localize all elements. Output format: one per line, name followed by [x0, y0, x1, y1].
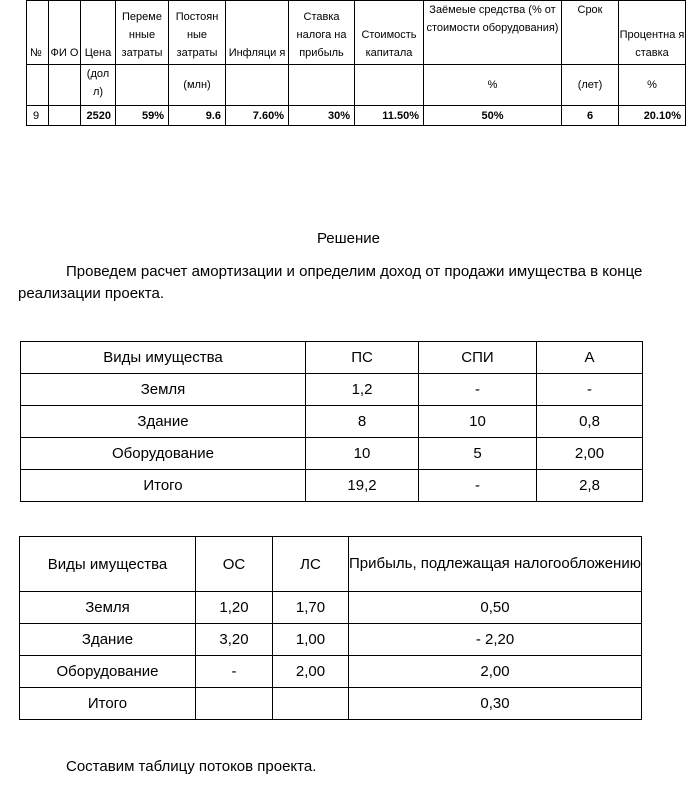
table-cell: 1,00	[273, 624, 349, 656]
table-cell: -	[537, 374, 643, 406]
intro-paragraph	[18, 261, 658, 305]
header-term: Срок	[562, 1, 619, 65]
unit-cell	[116, 65, 169, 106]
unit-cell	[226, 65, 289, 106]
value-capital-cost: 11.50%	[355, 106, 424, 126]
header-tax-rate: Ставка налога на прибыль	[289, 1, 355, 65]
table-cell: - 2,20	[349, 624, 642, 656]
table-row	[20, 656, 642, 688]
value-number: 9	[27, 106, 49, 126]
table-cell: 10	[419, 406, 537, 438]
header-number: №	[27, 1, 49, 65]
value-interest-rate: 20.10%	[619, 106, 686, 126]
header-capital-cost: Стоимость капитала	[355, 1, 424, 65]
table-cell: -	[419, 470, 537, 502]
table-row	[21, 438, 643, 470]
unit-price: (дол л)	[81, 65, 116, 106]
unit-fixed-costs: (млн)	[169, 65, 226, 106]
table-cell: 1,70	[273, 592, 349, 624]
header-name: ФИ О	[49, 1, 81, 65]
header-property-type: Виды имущества	[20, 537, 196, 592]
unit-cell	[355, 65, 424, 106]
table-cell: 10	[306, 438, 419, 470]
values-row	[27, 106, 686, 126]
table-cell: Земля	[21, 374, 306, 406]
table-cell: -	[419, 374, 537, 406]
unit-cell	[49, 65, 81, 106]
header-borrowed-funds: Заёмеые средства (% от стоимости оборудования)	[424, 1, 562, 65]
table-cell: 2,00	[349, 656, 642, 688]
table-row	[20, 592, 642, 624]
unit-term: (лет)	[562, 65, 619, 106]
header-ls: ЛС	[273, 537, 349, 592]
table-row	[21, 374, 643, 406]
value-inflation: 7.60%	[226, 106, 289, 126]
value-borrowed-funds: 50%	[424, 106, 562, 126]
table-cell: Итого	[20, 688, 196, 720]
table-cell: 3,20	[196, 624, 273, 656]
value-fixed-costs: 9.6	[169, 106, 226, 126]
depreciation-table	[20, 341, 643, 502]
table-cell: 5	[419, 438, 537, 470]
value-tax-rate: 30%	[289, 106, 355, 126]
header-variable-costs: Переме нные затраты	[116, 1, 169, 65]
header-a: А	[537, 342, 643, 374]
header-property-type: Виды имущества	[21, 342, 306, 374]
header-fixed-costs: Постоян ные затраты	[169, 1, 226, 65]
units-row	[27, 65, 686, 106]
table-cell: Оборудование	[21, 438, 306, 470]
header-ps: ПС	[306, 342, 419, 374]
table-cell: 0,30	[349, 688, 642, 720]
header-row	[27, 1, 686, 65]
table-cell: 0,8	[537, 406, 643, 438]
header-spi: СПИ	[419, 342, 537, 374]
table-cell: 2,8	[537, 470, 643, 502]
table-header-row	[20, 537, 642, 592]
table-cell: Оборудование	[20, 656, 196, 688]
value-price: 2520	[81, 106, 116, 126]
closing-text: Составим таблицу потоков проекта.	[66, 758, 317, 775]
table-cell: Земля	[20, 592, 196, 624]
header-taxable-profit: Прибыль, подлежащая налогообложению	[349, 537, 642, 592]
table-cell: 0,50	[349, 592, 642, 624]
taxable-profit-table	[19, 536, 642, 720]
table-cell: Итого	[21, 470, 306, 502]
unit-cell	[27, 65, 49, 106]
table-cell: 19,2	[306, 470, 419, 502]
table-cell: Здание	[21, 406, 306, 438]
table-cell	[273, 688, 349, 720]
value-variable-costs: 59%	[116, 106, 169, 126]
table-cell: -	[196, 656, 273, 688]
header-interest-rate: Процентна я ставка	[619, 1, 686, 65]
table-total-row	[20, 688, 642, 720]
header-inflation: Инфляци я	[226, 1, 289, 65]
unit-cell	[289, 65, 355, 106]
header-price: Цена	[81, 1, 116, 65]
table-cell: 1,2	[306, 374, 419, 406]
section-heading: Решение	[316, 230, 381, 247]
table-cell: Здание	[20, 624, 196, 656]
table-cell: 8	[306, 406, 419, 438]
table-cell: 2,00	[273, 656, 349, 688]
table-row	[20, 624, 642, 656]
unit-interest-rate: %	[619, 65, 686, 106]
intro-paragraph-text: Проведем расчет амортизации и определим доход от продажи имущества в конце реализации проекта.	[18, 263, 643, 302]
input-data-table	[26, 0, 686, 126]
table-row	[21, 406, 643, 438]
table-cell: 1,20	[196, 592, 273, 624]
table-header-row	[21, 342, 643, 374]
table-total-row	[21, 470, 643, 502]
table-cell	[196, 688, 273, 720]
value-name	[49, 106, 81, 126]
unit-borrowed-funds: %	[424, 65, 562, 106]
header-os: ОС	[196, 537, 273, 592]
value-term: 6	[562, 106, 619, 126]
table-cell: 2,00	[537, 438, 643, 470]
